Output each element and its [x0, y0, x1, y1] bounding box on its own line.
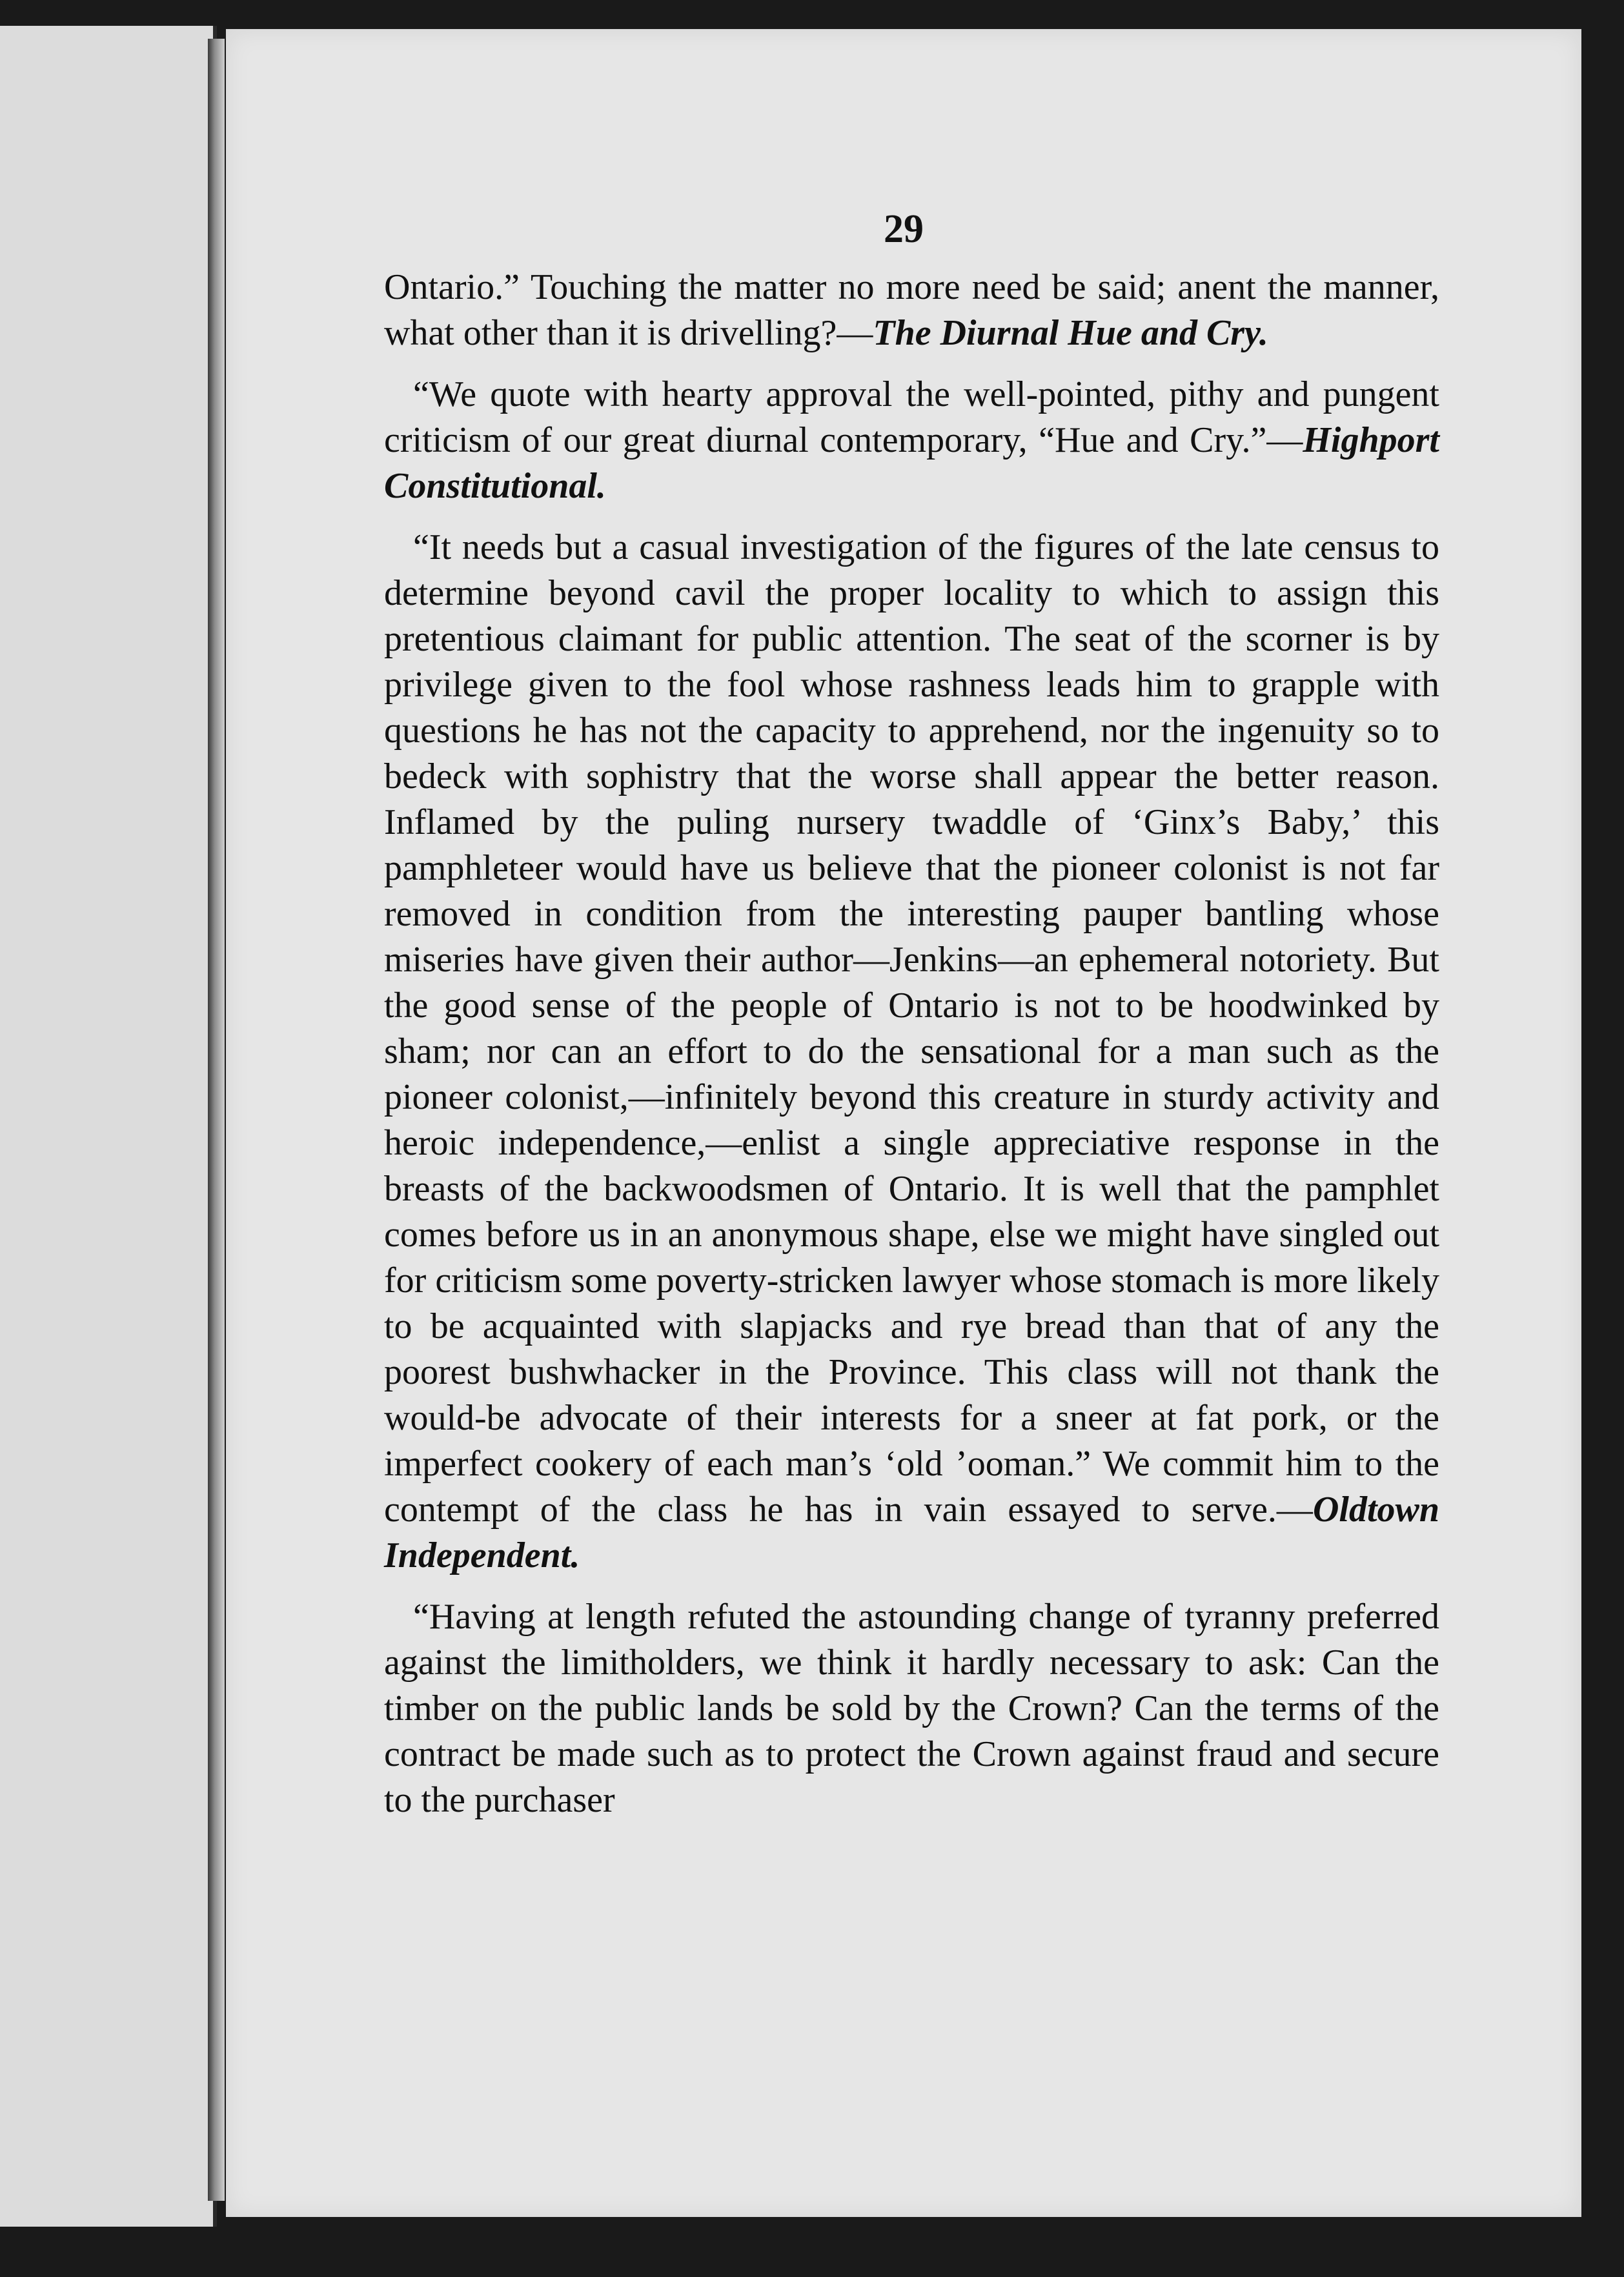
body-text — [384, 265, 1439, 1839]
citation-source: Oldtown Independent. — [384, 1490, 1439, 1575]
paragraph-text: Ontario.” Touching the matter no more need be said; anent the manner, what other than it is drivelling?— — [384, 267, 1439, 353]
paragraph-text: “Having at length refuted the astounding change of tyranny preferred against the limitholders, we think it hardly necessary to ask: Can the timber on the public lands be sold by the Crown? Can the terms of the contract be made such as to protect the Crown against fraud and secure to the purchaser — [384, 1597, 1439, 1820]
paragraph-text: “We quote with hearty approval the well-pointed, pithy and pungent criticism of our great diurnal contemporary, “Hue and Cry.”— — [384, 374, 1439, 460]
book-binding — [208, 39, 225, 2201]
citation-source: Highport Constitutional. — [384, 420, 1439, 506]
paragraph — [384, 1594, 1439, 1823]
page-number: 29 — [884, 207, 924, 251]
paragraph — [384, 525, 1439, 1579]
paragraph — [384, 372, 1439, 509]
paragraph-text: “It needs but a casual investigation of the figures of the late census to determine beyond cavil the proper locality to which to assign this pretentious claimant for public attention. The seat of the scorner is by privilege given to the fool whose rashness leads him to grapple with questions he has not the capacity to apprehend, nor the ingenuity so to bedeck with sophistry that the worse shall appear the better reason. Inflamed by the puling nursery twaddle of ‘Ginx’s Baby,’ this pamphleteer would have us believe that the pioneer colonist is not far removed in condition from the interesting pauper bantling whose miseries have given their author—Jenkins—an ephemeral notoriety. But the good sense of the people of Ontario is not to be hoodwinked by sham; nor can an effort to do the sensational for a man such as the pioneer colonist,—infinitely beyond this creature in sturdy activity and heroic independence,—enlist a single appreciative response in the breasts of the backwoodsmen of Ontario. It is well that the pamphlet comes before us in an anonymous shape, else we might have singled out for criticism some poverty-stricken lawyer whose stomach is more likely to be acquainted with slapjacks and rye bread than that of any the poorest bushwhacker in the Province. This class will not thank the would-be advocate of their interests for a sneer at fat pork, or the imperfect cookery of each man’s ‘old ’ooman.” We commit him to the contempt of the class he has in vain essayed to serve.— — [384, 527, 1439, 1530]
citation-source: The Diurnal Hue and Cry. — [873, 313, 1268, 353]
left-page-edge — [0, 26, 217, 2227]
paragraph — [384, 265, 1439, 356]
